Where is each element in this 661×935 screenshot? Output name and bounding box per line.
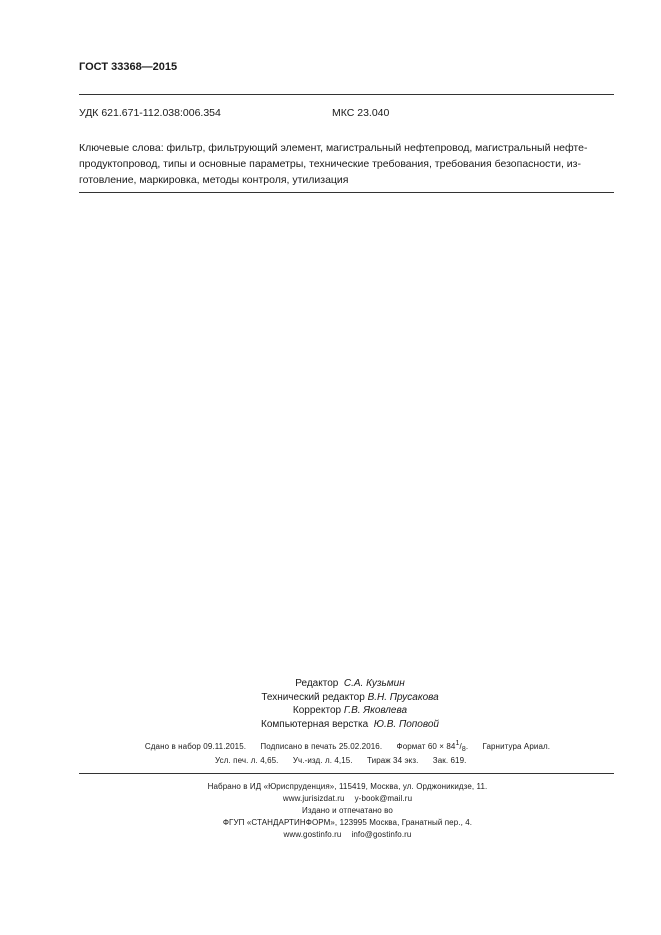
publishing-sheets: Уч.-изд. л. 4,15.	[292, 756, 353, 765]
contact-line-1	[80, 793, 615, 805]
format-denominator: 8	[461, 746, 466, 753]
divider-top	[79, 94, 614, 95]
keywords-line: готовление, маркировка, методы контроля, утилизация	[79, 174, 349, 186]
publication-line-2	[215, 756, 466, 765]
website-link[interactable]: www.gostinfo.ru	[283, 830, 342, 839]
order-number: Зак. 619.	[432, 756, 467, 765]
email-link[interactable]: info@gostinfo.ru	[351, 830, 412, 839]
credit-label: Компьютерная верстка	[261, 718, 369, 730]
credit-label: Корректор	[292, 705, 342, 716]
imprint-block	[80, 781, 615, 841]
format-numerator: 1	[455, 740, 460, 747]
format-prefix: Формат 60 × 84	[396, 742, 456, 751]
credit-label: Редактор	[295, 678, 339, 689]
typeset-line: Набрано в ИД «Юриспруденция», 115419, Москва, ул. Орджоникидзе, 11.	[207, 782, 488, 791]
copies: Тираж 34 экз.	[366, 756, 419, 765]
credit-layout	[200, 718, 500, 732]
typeface: Гарнитура Ариал.	[482, 742, 551, 751]
mks-code: МКС 23.040	[332, 107, 390, 119]
contact-line-2	[80, 829, 615, 841]
credits-block	[200, 677, 500, 731]
standard-number: ГОСТ 33368—2015	[79, 61, 178, 73]
credit-person: Ю.В. Поповой	[373, 718, 439, 730]
printed-line: Издано и отпечатано во	[302, 806, 393, 815]
credit-label: Технический редактор	[261, 691, 365, 703]
sent-date: Сдано в набор 09.11.2015.	[144, 742, 247, 751]
email-link[interactable]: y-book@mail.ru	[354, 794, 413, 803]
format-separator: /	[459, 742, 462, 751]
credit-corrector	[200, 704, 500, 718]
signed-date: Подписано в печать 25.02.2016.	[260, 742, 383, 751]
udk-code: УДК 621.671-112.038:006.354	[79, 107, 221, 119]
divider-imprint	[79, 773, 614, 774]
credit-person: С.А. Кузьмин	[343, 678, 405, 689]
publisher-line: ФГУП «СТАНДАРТИНФОРМ», 123995 Москва, Гранатный пер., 4.	[222, 818, 473, 827]
credit-editor	[200, 677, 500, 691]
keywords	[79, 140, 619, 188]
publication-line-1	[80, 740, 615, 753]
divider-keywords	[79, 192, 614, 193]
credit-tech-editor	[200, 691, 500, 705]
print-sheets: Усл. печ. л. 4,65.	[215, 756, 279, 765]
keywords-line: продуктопровод, типы и основные параметры, технические требования, требования безопасности, из-	[79, 158, 581, 170]
keywords-line: Ключевые слова: фильтр, фильтрующий элемент, магистральный нефтепровод, магистральный нефте-	[79, 142, 588, 154]
website-link[interactable]: www.jurisizdat.ru	[282, 794, 345, 803]
credit-person: В.Н. Прусакова	[367, 691, 439, 703]
credit-person: Г.В. Яковлева	[343, 705, 408, 716]
format	[397, 742, 469, 751]
format-suffix: .	[465, 742, 469, 751]
